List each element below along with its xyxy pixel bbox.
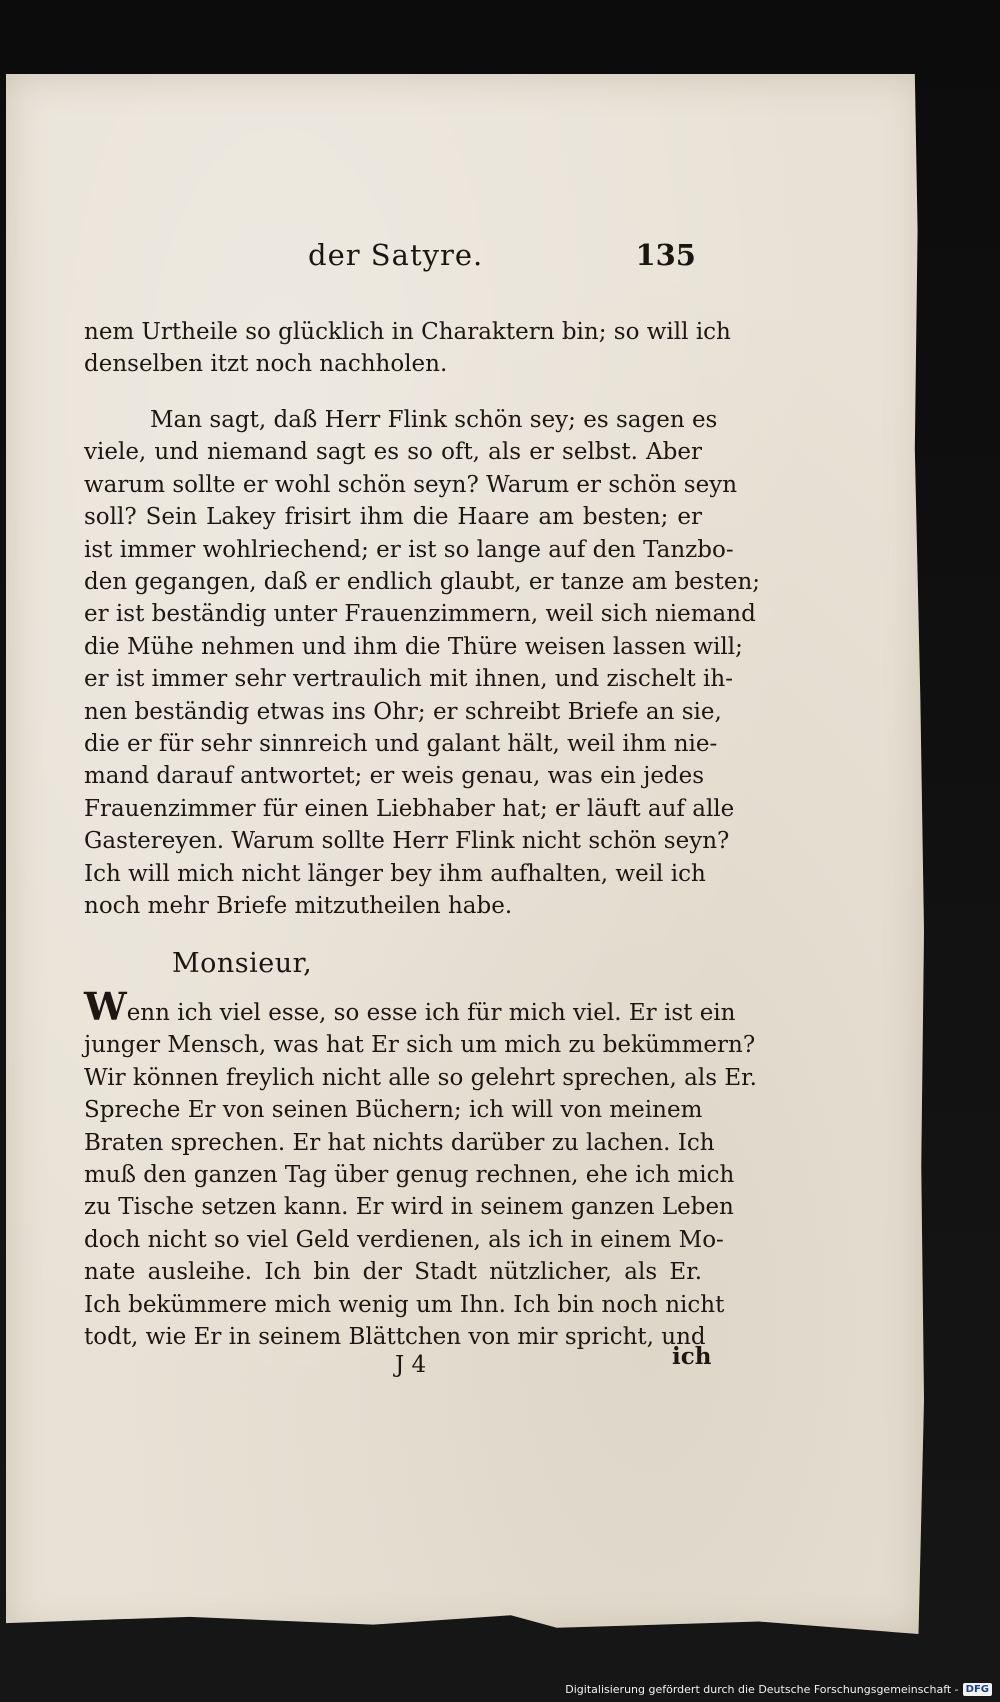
running-head: [300, 238, 700, 278]
text-line: Braten sprechen. Er hat nichts darüber zu lachen. Ich: [84, 1129, 715, 1156]
text-line-first: [84, 984, 736, 1029]
credit-text: Digitalisierung gefördert durch die Deutsche Forschungsgemeinschaft -: [565, 1682, 959, 1696]
text-line: mand darauf antwortet; er weis genau, was ein jedes: [84, 763, 705, 790]
text-line: doch nicht so viel Geld verdienen, als ich in einem Mo-: [84, 1226, 724, 1253]
page-number: 135: [635, 238, 696, 272]
text-line: er ist beständig unter Frauenzimmern, weil sich niemand: [84, 601, 756, 628]
catchword: ich: [672, 1343, 712, 1370]
paragraph-continuation: [84, 316, 731, 381]
text-line: Wir können freylich nicht alle so gelehrt sprechen, als Er.: [84, 1064, 757, 1091]
text-line: Gastereyen. Warum sollte Herr Flink nicht schön seyn?: [84, 828, 730, 855]
digitization-credit: [565, 1680, 992, 1698]
text-line: Man sagt, daß Herr Flink schön sey; es sagen es: [150, 407, 718, 433]
text-line: Ich bekümmere mich wenig um Ihn. Ich bin noch nicht: [84, 1291, 725, 1318]
text-line: Frauenzimmer für einen Liebhaber hat; er läuft auf alle: [84, 795, 735, 822]
running-title: der Satyre.: [308, 238, 484, 272]
text-line-rest: enn ich viel esse, so esse ich für mich viel. Er ist ein: [126, 1000, 736, 1026]
text-line: die Mühe nehmen und ihm die Thüre weisen lassen will;: [84, 633, 743, 660]
text-line: er ist immer sehr vertraulich mit ihnen, und zischelt ih-: [84, 666, 733, 693]
paragraph-herr-flink: [84, 404, 761, 923]
text-line: Ich will mich nicht länger bey ihm aufhalten, weil ich: [84, 860, 706, 887]
text-line: viele, und niemand sagt es so oft, als er selbst. Aber: [84, 439, 702, 466]
text-line: Spreche Er von seinen Büchern; ich will von meinem: [84, 1097, 703, 1124]
text-line: noch mehr Briefe mitzutheilen habe.: [84, 893, 513, 920]
signature-mark: J 4: [395, 1352, 427, 1378]
text-line: ist immer wohlriechend; er ist so lange auf den Tanzbo-: [84, 536, 734, 563]
text-line: zu Tische setzen kann. Er wird in seinem ganzen Leben: [84, 1194, 734, 1221]
text-line: warum sollte er wohl schön seyn? Warum er schön seyn: [84, 471, 738, 498]
drop-initial: W: [84, 984, 127, 1029]
text-line: nate ausleihe. Ich bin der Stadt nützlicher, als Er.: [84, 1259, 702, 1286]
dfg-logo: DFG: [963, 1683, 992, 1696]
paragraph-letter: [84, 984, 757, 1353]
text-line: todt, wie Er in seinem Blättchen von mir spricht, und: [84, 1324, 706, 1351]
text-line: den gegangen, daß er endlich glaubt, er tanze am besten;: [84, 569, 761, 596]
text-line: nem Urtheile so glücklich in Charaktern bin; so will ich: [84, 319, 731, 345]
text-line: soll? Sein Lakey frisirt ihm die Haare am besten; er: [84, 504, 702, 531]
text-line: denselben itzt noch nachholen.: [84, 351, 448, 378]
text-line: nen beständig etwas ins Ohr; er schreibt Briefe an sie,: [84, 698, 722, 725]
text-line: junger Mensch, was hat Er sich um mich zu bekümmern?: [84, 1032, 756, 1059]
text-line: die er für sehr sinnreich und galant hält, weil ihm nie-: [84, 731, 718, 758]
text-line: muß den ganzen Tag über genug rechnen, ehe ich mich: [84, 1162, 735, 1189]
letter-salutation: Monsieur,: [172, 948, 313, 979]
